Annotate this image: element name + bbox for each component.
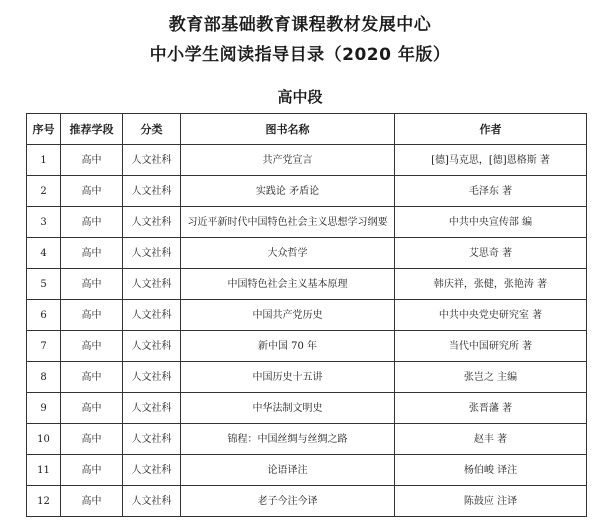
cell-stage: 高中: [61, 269, 123, 300]
table-header-row: [27, 114, 587, 145]
table-row: [27, 300, 587, 331]
column-header-number: 序号: [27, 114, 61, 145]
cell-book-title: 锦程：中国丝绸与丝绸之路: [181, 424, 395, 455]
cell-stage: 高中: [61, 207, 123, 238]
cell-category: 人文社科: [123, 207, 181, 238]
cell-book-title: 中国共产党历史: [181, 300, 395, 331]
table-row: [27, 486, 587, 517]
cell-stage: 高中: [61, 238, 123, 269]
cell-category: 人文社科: [123, 362, 181, 393]
cell-number: 2: [27, 176, 61, 207]
cell-book-title: 习近平新时代中国特色社会主义思想学习纲要: [181, 207, 395, 238]
reading-catalog-table: [26, 113, 587, 517]
cell-stage: 高中: [61, 424, 123, 455]
cell-author: 当代中国研究所 著: [395, 331, 587, 362]
cell-author: 张岂之 主编: [395, 362, 587, 393]
cell-author: 中共中央党史研究室 著: [395, 300, 587, 331]
cell-book-title: 老子今注今译: [181, 486, 395, 517]
cell-book-title: 中国特色社会主义基本原理: [181, 269, 395, 300]
cell-category: 人文社科: [123, 145, 181, 176]
table-row: [27, 176, 587, 207]
table-row: [27, 393, 587, 424]
cell-category: 人文社科: [123, 424, 181, 455]
table-row: [27, 362, 587, 393]
cell-number: 10: [27, 424, 61, 455]
column-header-stage: 推荐学段: [61, 114, 123, 145]
cell-author: 韩庆祥，张健，张艳涛 著: [395, 269, 587, 300]
cell-book-title: 论语译注: [181, 455, 395, 486]
cell-number: 9: [27, 393, 61, 424]
cell-stage: 高中: [61, 393, 123, 424]
cell-number: 1: [27, 145, 61, 176]
cell-book-title: 中国历史十五讲: [181, 362, 395, 393]
cell-book-title: 实践论 矛盾论: [181, 176, 395, 207]
cell-book-title: 大众哲学: [181, 238, 395, 269]
cell-stage: 高中: [61, 145, 123, 176]
cell-book-title: 新中国 70 年: [181, 331, 395, 362]
table-row: [27, 238, 587, 269]
cell-stage: 高中: [61, 486, 123, 517]
cell-category: 人文社科: [123, 238, 181, 269]
cell-stage: 高中: [61, 300, 123, 331]
section-heading: 高中段: [277, 88, 323, 106]
catalog-title: 中小学生阅读指导目录（2020 年版）: [149, 45, 451, 65]
cell-number: 4: [27, 238, 61, 269]
cell-stage: 高中: [61, 455, 123, 486]
cell-category: 人文社科: [123, 393, 181, 424]
cell-stage: 高中: [61, 331, 123, 362]
cell-author: [德]马克思，[德]恩格斯 著: [395, 145, 587, 176]
cell-number: 5: [27, 269, 61, 300]
cell-number: 6: [27, 300, 61, 331]
cell-book-title: 共产党宣言: [181, 145, 395, 176]
cell-category: 人文社科: [123, 331, 181, 362]
table-row: [27, 269, 587, 300]
column-header-book-title: 图书名称: [181, 114, 395, 145]
cell-number: 3: [27, 207, 61, 238]
cell-author: 赵丰 著: [395, 424, 587, 455]
cell-author: 杨伯峻 译注: [395, 455, 587, 486]
table-row: [27, 331, 587, 362]
cell-category: 人文社科: [123, 269, 181, 300]
table-row: [27, 455, 587, 486]
cell-category: 人文社科: [123, 486, 181, 517]
cell-category: 人文社科: [123, 300, 181, 331]
cell-book-title: 中华法制文明史: [181, 393, 395, 424]
cell-stage: 高中: [61, 362, 123, 393]
document-title: 教育部基础教育课程教材发展中心: [168, 15, 432, 35]
cell-number: 8: [27, 362, 61, 393]
cell-author: 艾思奇 著: [395, 238, 587, 269]
cell-author: 中共中央宣传部 编: [395, 207, 587, 238]
cell-number: 12: [27, 486, 61, 517]
cell-stage: 高中: [61, 176, 123, 207]
column-header-category: 分类: [123, 114, 181, 145]
cell-author: 毛泽东 著: [395, 176, 587, 207]
cell-number: 7: [27, 331, 61, 362]
cell-category: 人文社科: [123, 176, 181, 207]
table-row: [27, 424, 587, 455]
column-header-author: 作者: [395, 114, 587, 145]
cell-number: 11: [27, 455, 61, 486]
cell-category: 人文社科: [123, 455, 181, 486]
cell-author: 陈鼓应 注译: [395, 486, 587, 517]
table-row: [27, 145, 587, 176]
cell-author: 张晋藩 著: [395, 393, 587, 424]
table-row: [27, 207, 587, 238]
